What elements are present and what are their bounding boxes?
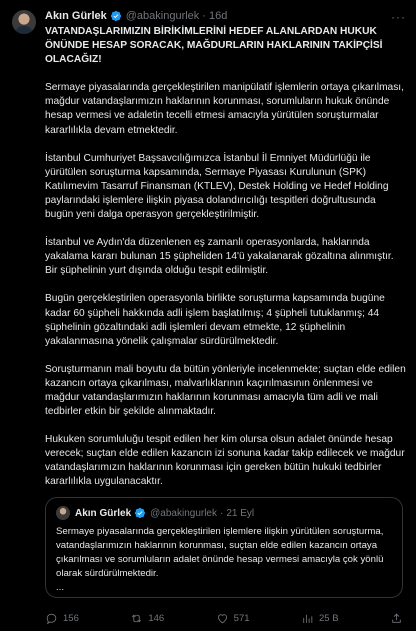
repost-button[interactable] [130, 612, 164, 625]
more-options-icon[interactable]: ··· [391, 10, 406, 24]
reply-button[interactable] [45, 612, 79, 625]
post-content [45, 8, 406, 504]
views-count: 25 B [318, 612, 339, 624]
quoted-author-avatar [56, 506, 70, 520]
quoted-author-handle: @abakingurlek [150, 507, 217, 519]
post-paragraph: Soruşturmanın mali boyutu da bütün yönleriyle incelenmekte; suçtan elde edilen kazancın ortaya çıkarılması, malvarlıklarının kaçırılmasının önlenmesi ve mağdur vatandaşlarımızın haklarının korunması amacıyla tüm adli ve mali tedbirler etkin bir şekilde alınmaktadır. [45, 363, 406, 418]
separator-dot: · [220, 507, 224, 519]
post-paragraph: Bugün gerçekleştirilen operasyonla birlikte soruşturma kapsamında bugüne kadar 60 şüpheli hakkında adli işlem başlatılmış; 4 şüpheli tutuklanmış; 44 şüphelinin gözaltındaki adli işlemleri devam etmekte, 12 şüphelinin yakalanmasına yönelik çalışmalar sürdürülmektedir. [45, 293, 385, 347]
quoted-post-body: Sermaye piyasalarında gerçekleştirilen işlemlere ilişkin yürütülen soruşturma, vatandaşlarımızın haklarının korunması, suçtan elde edilen kazancın ortaya çıkarılması ve sorumluların adalet önünde hesap vermesi amacıyla çok yönlü olarak sürdürülmektedir. [56, 526, 384, 579]
quoted-post-ellipsis: ... [56, 582, 64, 593]
like-count: 571 [233, 612, 250, 624]
post-paragraph: Sermaye piyasalarında gerçekleştirilen manipülatif işlemlerin ortaya çıkarılması, mağdur vatandaşlarımızın haklarının korunması, sorumluların hukuk önünde hesap vermesi ve adaletin tecelli etmesi amacıyla yürütülen soruşturmalar kararlılıkla devam etmektedir. [45, 82, 404, 136]
repost-icon [130, 612, 143, 625]
like-button[interactable] [216, 612, 250, 625]
quoted-post-header [56, 505, 392, 521]
separator-dot: · [202, 10, 206, 22]
post-header [45, 8, 406, 24]
heart-icon [216, 612, 229, 625]
share-icon [390, 612, 403, 625]
action-bar [45, 609, 403, 627]
quoted-post[interactable] [45, 497, 403, 598]
post-paragraph: İstanbul ve Aydın'da düzenlenen eş zamanlı operasyonlarda, haklarında yakalama kararı bulunan 15 şüpheliden 14'ü yakalanarak gözaltına alınmıştır. Bir şüphelinin yurt dışında olduğu tespit edilmiştir. [45, 237, 394, 277]
quoted-post-timestamp: 21 Eyl [226, 507, 255, 519]
quoted-author-name: Akın Gürlek [75, 507, 132, 519]
share-button[interactable] [390, 612, 403, 625]
post-timestamp[interactable]: 16d [208, 10, 228, 22]
views-button[interactable] [301, 612, 339, 625]
reply-icon [45, 612, 58, 625]
author-avatar[interactable] [12, 10, 36, 34]
post-paragraph: Hukuken sorumluluğu tespit edilen her kim olursa olsun adalet önünde hesap verecek; suçtan elde edilen kazancın izi sonuna kadar takip edilecek ve mağdur vatandaşlarımızın haklarının korunması için gereken bütün hukuki tedbirler kararlılıkla uygulanacaktır. [45, 434, 405, 488]
post-paragraph: İstanbul Cumhuriyet Başsavcılığımızca İstanbul İl Emniyet Müdürlüğü ile yürütülen soruşturma kapsamında, Sermaye Piyasası Kurulunun (SPK) Katılımevim Tasarruf Finansman (KTLEV), Destek Holding ve Hedef Holding paylarındaki işlemlere ilişkin piyasa dolandırıcılığı tespitleri doğrultusunda bugün yeni dalga operasyon gerçekleştirilmiştir. [45, 152, 389, 221]
author-name[interactable]: Akın Gürlek [45, 10, 107, 22]
views-chart-icon [301, 612, 314, 625]
post-headline: VATANDAŞLARIMIZIN BİRİKİMLERİNİ HEDEF ALANLARDAN HUKUK ÖNÜNDE HESAP SORACAK, MAĞDURLARIN HAKLARININ TAKİPÇİSİ OLACAĞIZ! [45, 26, 383, 66]
quoted-post-text [56, 525, 392, 595]
repost-count: 146 [148, 612, 165, 624]
verified-badge-icon [134, 507, 146, 519]
post-text [45, 25, 406, 490]
reply-count: 156 [63, 612, 79, 624]
verified-badge-icon [110, 10, 122, 22]
author-handle[interactable]: @abakingurlek [125, 10, 200, 22]
